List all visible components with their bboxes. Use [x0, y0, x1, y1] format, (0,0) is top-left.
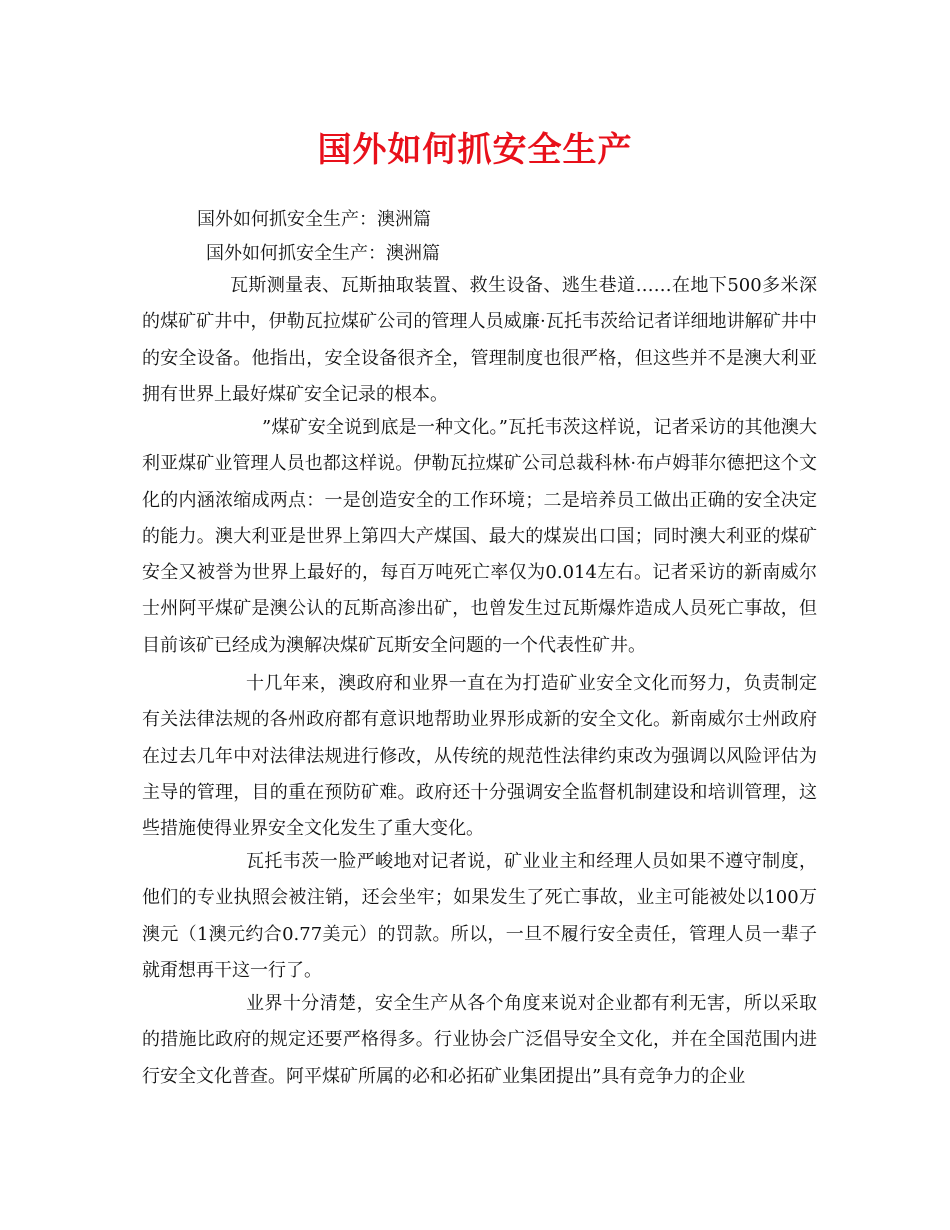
- document-title: 国外如何抓安全生产: [317, 130, 633, 170]
- paragraph-3: 十几年来，澳政府和业界一直在为打造矿业安全文化而努力，负责制定有关法律法规的各州政府都有意识地帮助业界形成新的安全文化。新南威尔士州政府在过去几年中对法律法规进行修改，从传统的规范性法律约束改为强调以风险评估为主导的管理，目的重在预防矿难。政府还十分强调安全监督机制建设和培训管理，这些措施使得业界安全文化发生了重大变化。: [142, 673, 817, 840]
- paragraph-5: 业界十分清楚，安全生产从各个角度来说对企业都有利无害，所以采取的措施比政府的规定还要严格得多。行业协会广泛倡导安全文化，并在全国范围内进行安全文化普查。阿平煤矿所属的必和必拓矿业集团提出”具有竞争力的企业: [142, 993, 817, 1087]
- paragraph-1: 瓦斯测量表、瓦斯抽取装置、救生设备、逃生巷道……在地下500多米深的煤矿矿井中，伊勒瓦拉煤矿公司的管理人员威廉·瓦托韦茨给记者详细地讲解矿井中的安全设备。他指出，安全设备很齐全，管理制度也很严格，但这些并不是澳大利亚拥有世界上最好煤矿安全记录的根本。: [142, 275, 817, 405]
- subheading-1: 国外如何抓安全生产：澳洲篇: [197, 209, 431, 230]
- paragraph-2: ”煤矿安全说到底是一种文化。”瓦托韦茨这样说，记者采访的其他澳大利亚煤矿业管理人员也都这样说。伊勒瓦拉煤矿公司总裁科林·布卢姆菲尔德把这个文化的内涵浓缩成两点：一是创造安全的工作环境；二是培养员工做出正确的安全决定的能力。澳大利亚是世界上第四大产煤国、最大的煤炭出口国；同时澳大利亚的煤矿安全又被誉为世界上最好的，每百万吨死亡率仅为0.014左右。记者采访的新南威尔士州阿平煤矿是澳公认的瓦斯高渗出矿，也曾发生过瓦斯爆炸造成人员死亡事故，但目前该矿已经成为澳解决煤矿瓦斯安全问题的一个代表性矿井。: [142, 417, 817, 656]
- subheading-2: 国外如何抓安全生产：澳洲篇: [206, 243, 440, 264]
- paragraph-4: 瓦托韦茨一脸严峻地对记者说，矿业业主和经理人员如果不遵守制度，他们的专业执照会被注销，还会坐牢；如果发生了死亡事故，业主可能被处以100万澳元（1澳元约合0.77美元）的罚款。所以，一旦不履行安全责任，管理人员一辈子就甭想再干这一行了。: [142, 851, 817, 981]
